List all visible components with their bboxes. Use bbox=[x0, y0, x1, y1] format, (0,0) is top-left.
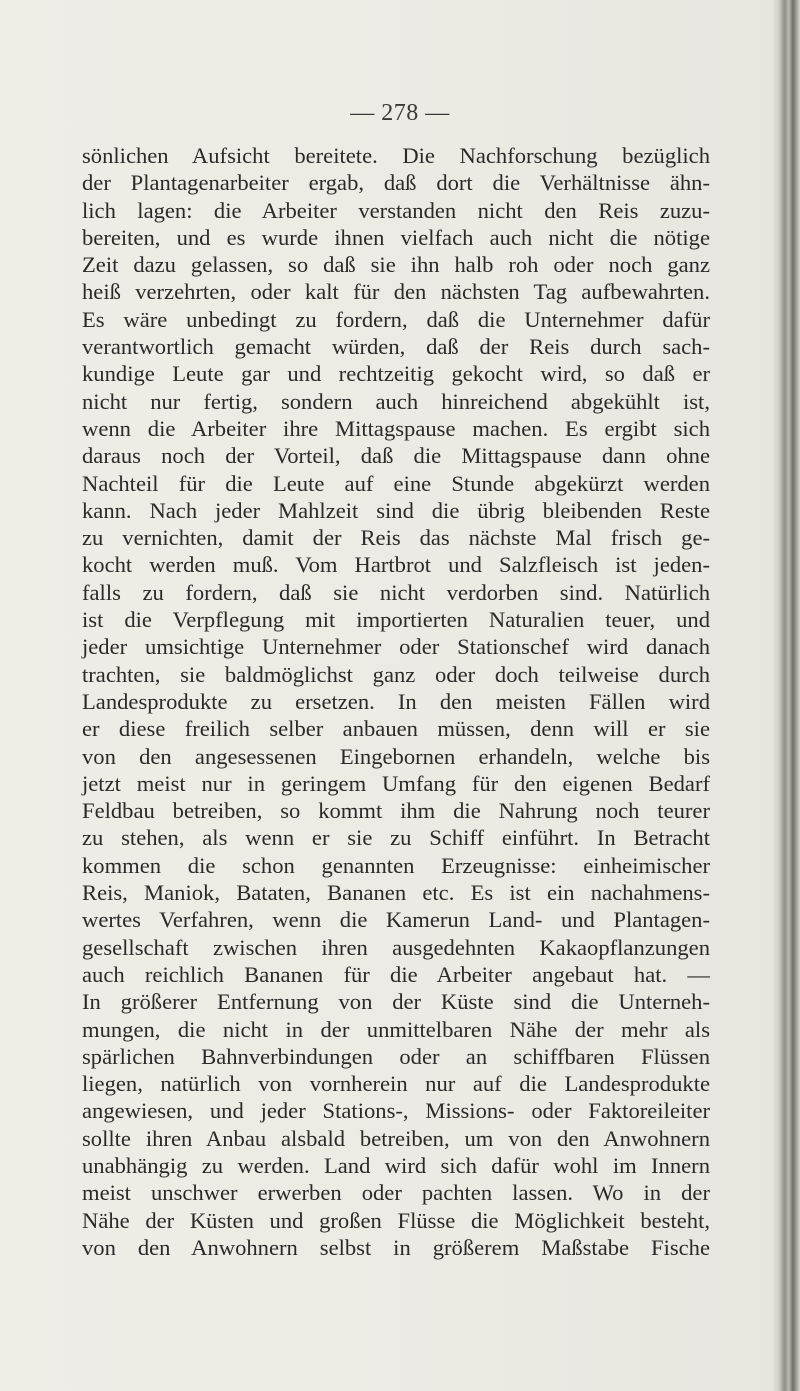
text-line: bereiten, und es wurde ihnen vielfach auch nicht die nötige bbox=[82, 224, 710, 250]
text-line: angewiesen, und jeder Stations-, Missions- oder Faktoreileiter bbox=[82, 1098, 710, 1124]
text-line: lich lagen: die Arbeiter verstanden nicht den Reis zuzu- bbox=[82, 197, 710, 223]
body-text bbox=[82, 142, 710, 1261]
text-line: ist die Verpflegung mit importierten Naturalien teuer, und bbox=[82, 607, 710, 633]
text-line: von den angesessenen Eingebornen erhandeln, welche bis bbox=[82, 743, 710, 769]
text-line: mungen, die nicht in der unmittelbaren Nähe der mehr als bbox=[82, 1016, 710, 1042]
text-line: gesellschaft zwischen ihren ausgedehnten Kakaopflanzungen bbox=[82, 934, 710, 960]
text-line: Landesprodukte zu ersetzen. In den meisten Fällen wird bbox=[82, 688, 710, 714]
page-edge bbox=[772, 0, 800, 1391]
text-line: der Plantagenarbeiter ergab, daß dort die Verhältnisse ähn- bbox=[82, 170, 710, 196]
page-number: — 278 — bbox=[350, 100, 450, 126]
text-line: kocht werden muß. Vom Hartbrot und Salzfleisch ist jeden- bbox=[82, 552, 710, 578]
text-line: daraus noch der Vorteil, daß die Mittagspause dann ohne bbox=[82, 443, 710, 469]
text-line: meist unschwer erwerben oder pachten lassen. Wo in der bbox=[82, 1180, 710, 1206]
text-line: auch reichlich Bananen für die Arbeiter angebaut hat. — bbox=[82, 961, 710, 987]
text-line: Nachteil für die Leute auf eine Stunde abgekürzt werden bbox=[82, 470, 710, 496]
text-line: spärlichen Bahnverbindungen oder an schiffbaren Flüssen bbox=[82, 1043, 710, 1069]
text-line: Feldbau betreiben, so kommt ihm die Nahrung noch teurer bbox=[82, 798, 710, 824]
text-line: zu stehen, als wenn er sie zu Schiff einführt. In Betracht bbox=[82, 825, 710, 851]
text-line: nicht nur fertig, sondern auch hinreichend abgekühlt ist, bbox=[82, 388, 710, 414]
text-line: wenn die Arbeiter ihre Mittagspause machen. Es ergibt sich bbox=[82, 415, 710, 441]
text-line: Es wäre unbedingt zu fordern, daß die Unternehmer dafür bbox=[82, 306, 710, 332]
text-line: verantwortlich gemacht würden, daß der Reis durch sach- bbox=[82, 334, 710, 360]
text-line: liegen, natürlich von vornherein nur auf die Landesprodukte bbox=[82, 1071, 710, 1097]
text-line: er diese freilich selber anbauen müssen, denn will er sie bbox=[82, 716, 710, 742]
text-line: sönlichen Aufsicht bereitete. Die Nachforschung bezüglich bbox=[82, 143, 710, 168]
text-line: Reis, Maniok, Bataten, Bananen etc. Es ist ein nachahmens- bbox=[82, 880, 710, 906]
text-line: Zeit dazu gelassen, so daß sie ihn halb roh oder noch ganz bbox=[82, 252, 710, 278]
text-line: jetzt meist nur in geringem Umfang für den eigenen Bedarf bbox=[82, 770, 710, 796]
text-line: wertes Verfahren, wenn die Kamerun Land- und Plantagen- bbox=[82, 907, 710, 933]
text-line: sollte ihren Anbau alsbald betreiben, um von den Anwohnern bbox=[82, 1125, 710, 1151]
text-line: trachten, sie baldmöglichst ganz oder doch teilweise durch bbox=[82, 661, 710, 687]
text-line: kommen die schon genannten Erzeugnisse: einheimischer bbox=[82, 852, 710, 878]
text-line: heiß verzehrten, oder kalt für den nächsten Tag aufbewahrten. bbox=[82, 279, 710, 305]
text-line: von den Anwohnern selbst in größerem Maßstabe Fische bbox=[82, 1234, 710, 1260]
text-line: unabhängig zu werden. Land wird sich dafür wohl im Innern bbox=[82, 1152, 710, 1178]
text-line: Nähe der Küsten und großen Flüsse die Möglichkeit besteht, bbox=[82, 1207, 710, 1233]
text-line: In größerer Entfernung von der Küste sind die Unterneh- bbox=[82, 989, 710, 1015]
text-line: kundige Leute gar und rechtzeitig gekocht wird, so daß er bbox=[82, 361, 710, 387]
text-line: jeder umsichtige Unternehmer oder Stationschef wird danach bbox=[82, 634, 710, 660]
text-line: falls zu fordern, daß sie nicht verdorben sind. Natürlich bbox=[82, 579, 710, 605]
text-line: zu vernichten, damit der Reis das nächste Mal frisch ge- bbox=[82, 525, 710, 551]
text-line: kann. Nach jeder Mahlzeit sind die übrig bleibenden Reste bbox=[82, 497, 710, 523]
